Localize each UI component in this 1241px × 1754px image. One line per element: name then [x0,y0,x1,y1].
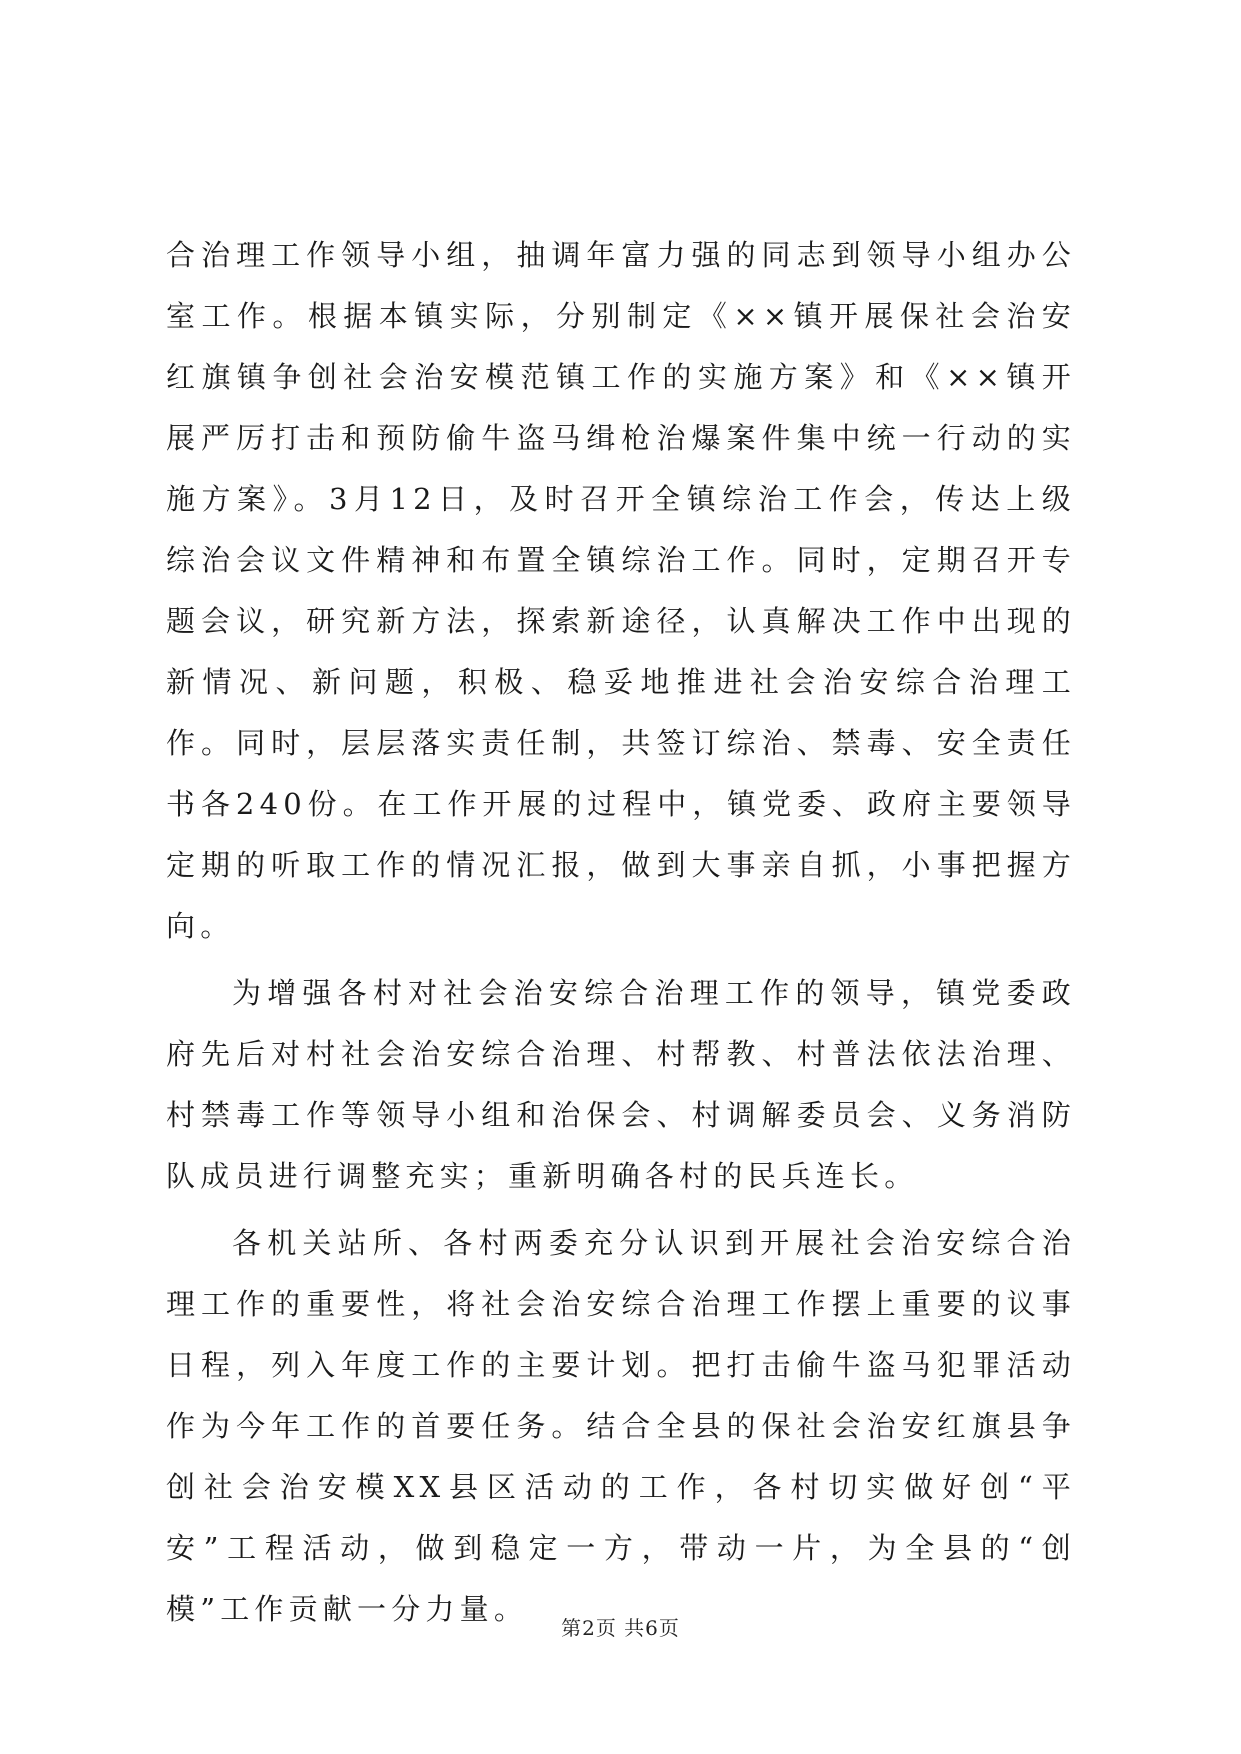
paragraph-continued: 合治理工作领导小组，抽调年富力强的同志到领导小组办公室工作。根据本镇实际，分别制定《××镇开展保社会治安红旗镇争创社会治安模范镇工作的实施方案》和《××镇开展严厉打击和预防偷牛盗马缉枪治爆案件集中统一行动的实施方案》。3月12日，及时召开全镇综治工作会，传达上级综治会议文件精神和布置全镇综治工作。同时，定期召开专题会议，研究新方法，探索新途径，认真解决工作中出现的新情况、新问题，积极、稳妥地推进社会治安综合治理工作。同时，层层落实责任制，共签订综治、禁毒、安全责任书各240份。在工作开展的过程中，镇党委、政府主要领导定期的听取工作的情况汇报，做到大事亲自抓，小事把握方向。 [166,238,1076,943]
document-body [166,225,1076,1640]
page-footer: 第2页 共6页 [561,1616,680,1640]
paragraph-village-leadership: 为增强各村对社会治安综合治理工作的领导，镇党委政府先后对村社会治安综合治理、村帮教、村普法依法治理、村禁毒工作等领导小组和治保会、村调解委员会、义务消防队成员进行调整充实；重新明确各村的民兵连长。 [166,976,1076,1193]
paragraph-agencies-awareness: 各机关站所、各村两委充分认识到开展社会治安综合治理工作的重要性，将社会治安综合治理工作摆上重要的议事日程，列入年度工作的主要计划。把打击偷牛盗马犯罪活动作为今年工作的首要任务。结合全县的保社会治安红旗县争创社会治安模XX县区活动的工作，各村切实做好创“平安”工程活动，做到稳定一方，带动一片，为全县的“创模”工作贡献一分力量。 [166,1226,1076,1626]
